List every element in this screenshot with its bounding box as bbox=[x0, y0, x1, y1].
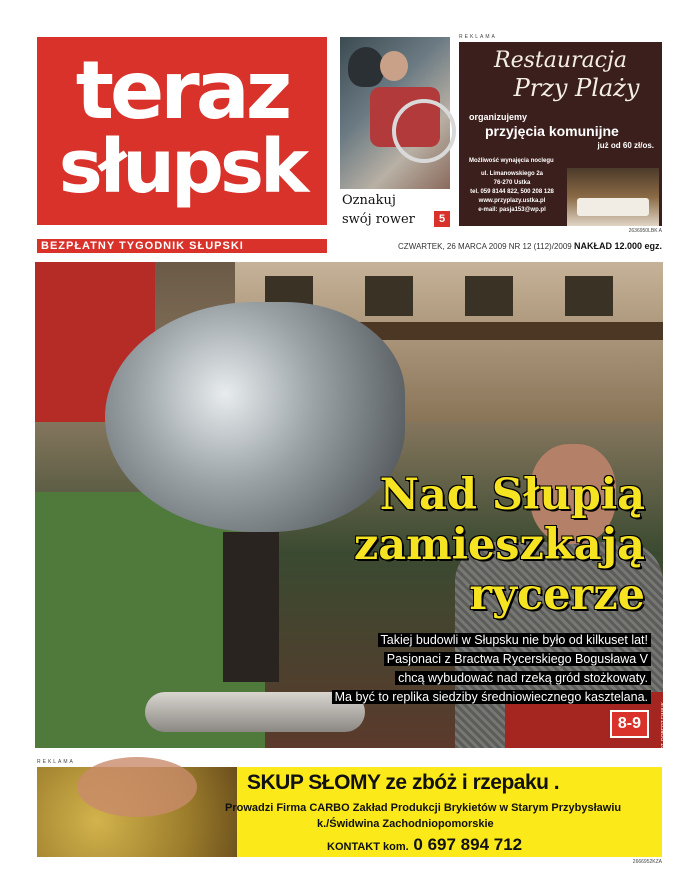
ad-restaurant-photo bbox=[567, 168, 659, 226]
lead-line: chcą wybudować nad rzeką gród stożkowaty. bbox=[395, 671, 651, 685]
ad-sub2: przyjęcia komunijne bbox=[485, 123, 619, 139]
issue-date: CZWARTEK, 26 MARCA 2009 NR 12 (112)/2009 bbox=[398, 242, 572, 251]
teaser-photo bbox=[340, 37, 450, 189]
headline-line: Nad Słupią bbox=[379, 470, 645, 520]
lead-line: Ma być to replika siedziby średniowiecznego kasztelana. bbox=[332, 690, 651, 704]
hero-page-badge[interactable]: 8-9 bbox=[610, 710, 649, 738]
ad-contact-line: ul. Limanowskiego 2a bbox=[480, 171, 543, 177]
ad-top-code: 2636950LBK A bbox=[628, 228, 662, 234]
teaser-box[interactable] bbox=[340, 37, 450, 229]
masthead-logo[interactable] bbox=[37, 37, 327, 225]
masthead-line1: teraz bbox=[75, 44, 289, 137]
ad-bottom-line3: k./Świdwina Zachodniopomorskie bbox=[317, 818, 494, 830]
headline-line: zamieszkają bbox=[353, 520, 645, 570]
lead-line: Pasjonaci z Bractwa Rycerskiego Bogusława V bbox=[384, 652, 651, 666]
ad-sub1: organizujemy bbox=[469, 112, 528, 122]
ad-top-label: REKLAMA bbox=[459, 34, 497, 40]
ad-contact-line: 76-270 Ustka bbox=[493, 180, 531, 186]
teaser-caption: Oznakuj swój rower bbox=[342, 193, 415, 227]
ad-sub4: Możliwość wynajęcia noclegu bbox=[469, 158, 554, 164]
masthead-line2: słupsk bbox=[58, 124, 306, 210]
issue-info bbox=[380, 241, 662, 251]
ad-contact-line: www.przyplazy.ustka.pl bbox=[478, 198, 546, 204]
ad-bottom-headline: SKUP SŁOMY ze zbóż i rzepaku . bbox=[247, 771, 560, 794]
print-run: NAKŁAD 12.000 egz. bbox=[573, 241, 662, 251]
ad-bottom-label: REKLAMA bbox=[37, 759, 75, 765]
ad-bottom-line2: Prowadzi Firma CARBO Zakład Produkcji Brykietów w Starym Przybysławiu bbox=[225, 802, 622, 814]
hero-lead bbox=[332, 630, 651, 706]
contact-phone: 0 697 894 712 bbox=[413, 835, 523, 854]
ad-sub3: już od 60 zł/os. bbox=[597, 141, 654, 150]
lead-line: Takiej budowli w Słupsku nie było od kilkuset lat! bbox=[378, 633, 652, 647]
contact-label: KONTAKT kom. bbox=[327, 841, 409, 853]
tagline-band: BEZPŁATNY TYGODNIK SŁUPSKI bbox=[37, 239, 327, 253]
restaurant-ad[interactable] bbox=[459, 42, 662, 226]
photo-credit: FOT. ROBERT FIMIUK bbox=[661, 702, 667, 754]
hero-headline[interactable] bbox=[354, 470, 645, 620]
ad-contact-line: tel. 059 8144 822, 500 208 128 bbox=[470, 189, 554, 195]
ad-title-line2: Przy Plaży bbox=[513, 74, 640, 102]
hero-story[interactable] bbox=[35, 262, 667, 754]
ad-contact bbox=[463, 170, 561, 215]
ad-bottom-contact bbox=[327, 835, 522, 855]
ad-bottom-code: 2666952KZA bbox=[632, 859, 662, 865]
ad-title-line1: Restauracja bbox=[494, 48, 627, 73]
straw-ad[interactable] bbox=[37, 767, 662, 857]
headline-line: rycerze bbox=[469, 570, 645, 620]
teaser-page-number: 5 bbox=[434, 211, 450, 227]
ad-contact-line: e-mail: pasja153@wp.pl bbox=[478, 207, 546, 213]
